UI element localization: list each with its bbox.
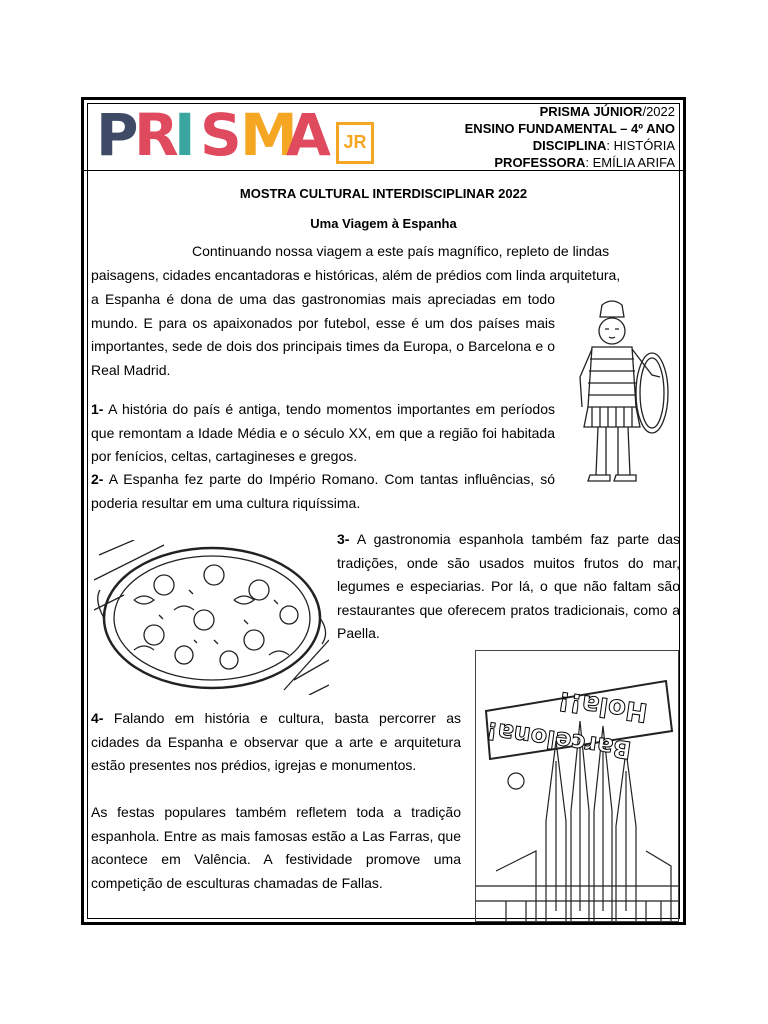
page-frame — [81, 97, 686, 925]
logo-letter: I — [174, 101, 196, 169]
header-line-ensino: ENSINO FUNDAMENTAL – 4º ANO — [464, 121, 675, 136]
sign-hola: Hola!! — [556, 684, 650, 728]
item-3: 3- A gastronomia espanhola também faz parte das tradições, onde são usados muitos frutos do mar, legumes e especiarias. Por lá, o que não faltam são restaurantes que oferecem pratos tradicionais, como a Paella. — [337, 531, 680, 641]
header-line-disciplina: DISCIPLINA: HISTÓRIA — [532, 138, 675, 153]
sign-barcelona: Barcelona! — [484, 715, 634, 765]
paella-illustration — [94, 540, 329, 695]
intro-line-1: Continuando nossa viagem a este país magnífico, repleto de lindas — [192, 243, 610, 259]
intro-line-2: paisagens, cidades encantadoras e históricas, além de prédios com linda arquitetura, — [91, 267, 621, 283]
header-info — [465, 103, 675, 171]
intro-text: a Espanha é dona de uma das gastronomias mais apreciadas em todo mundo. E para os apaixonados por futebol, esse é um dos países mais importantes, sede de dois dos principais times da Europa, o Barcelona e o Real Madrid. — [91, 291, 555, 378]
page-subtitle: Uma Viagem à Espanha — [310, 216, 457, 231]
logo-letter: R — [134, 101, 179, 169]
header-line-prisma: PRISMA JÚNIOR/2022 — [539, 104, 675, 119]
header-line-professora: PROFESSORA: EMÍLIA ARIFA — [494, 155, 675, 170]
item-2: 2- A Espanha fez parte do Império Romano. Com tantas influências, só poderia resultar em uma cultura riquíssima. — [91, 471, 555, 511]
page-title: MOSTRA CULTURAL INTERDISCIPLINAR 2022 — [239, 186, 528, 201]
logo-letter: P — [96, 101, 139, 169]
jr-badge: JR — [336, 122, 374, 164]
logo-letter: S — [200, 101, 242, 169]
festas-text: As festas populares também refletem toda a tradição espanhola. Entre as mais famosas estão a Las Farras, que acontece em Valência. A festividade promove uma competição de esculturas chamadas de Fallas. — [91, 804, 461, 891]
barcelona-illustration — [475, 650, 679, 922]
logo-letter: M — [240, 101, 298, 169]
logo-letter: A — [286, 101, 331, 169]
item-4: 4- Falando em história e cultura, basta percorrer as cidades da Espanha e observar que a arte e arquitetura estão presentes nos prédios, igrejas e monumentos. — [91, 710, 461, 773]
item-1: 1- A história do país é antiga, tendo momentos importantes em períodos que remontam a Idade Média e o século XX, em que a região foi habitada por fenícios, celtas, cartagineses e gregos. — [91, 401, 555, 464]
roman-soldier-illustration — [572, 297, 672, 497]
